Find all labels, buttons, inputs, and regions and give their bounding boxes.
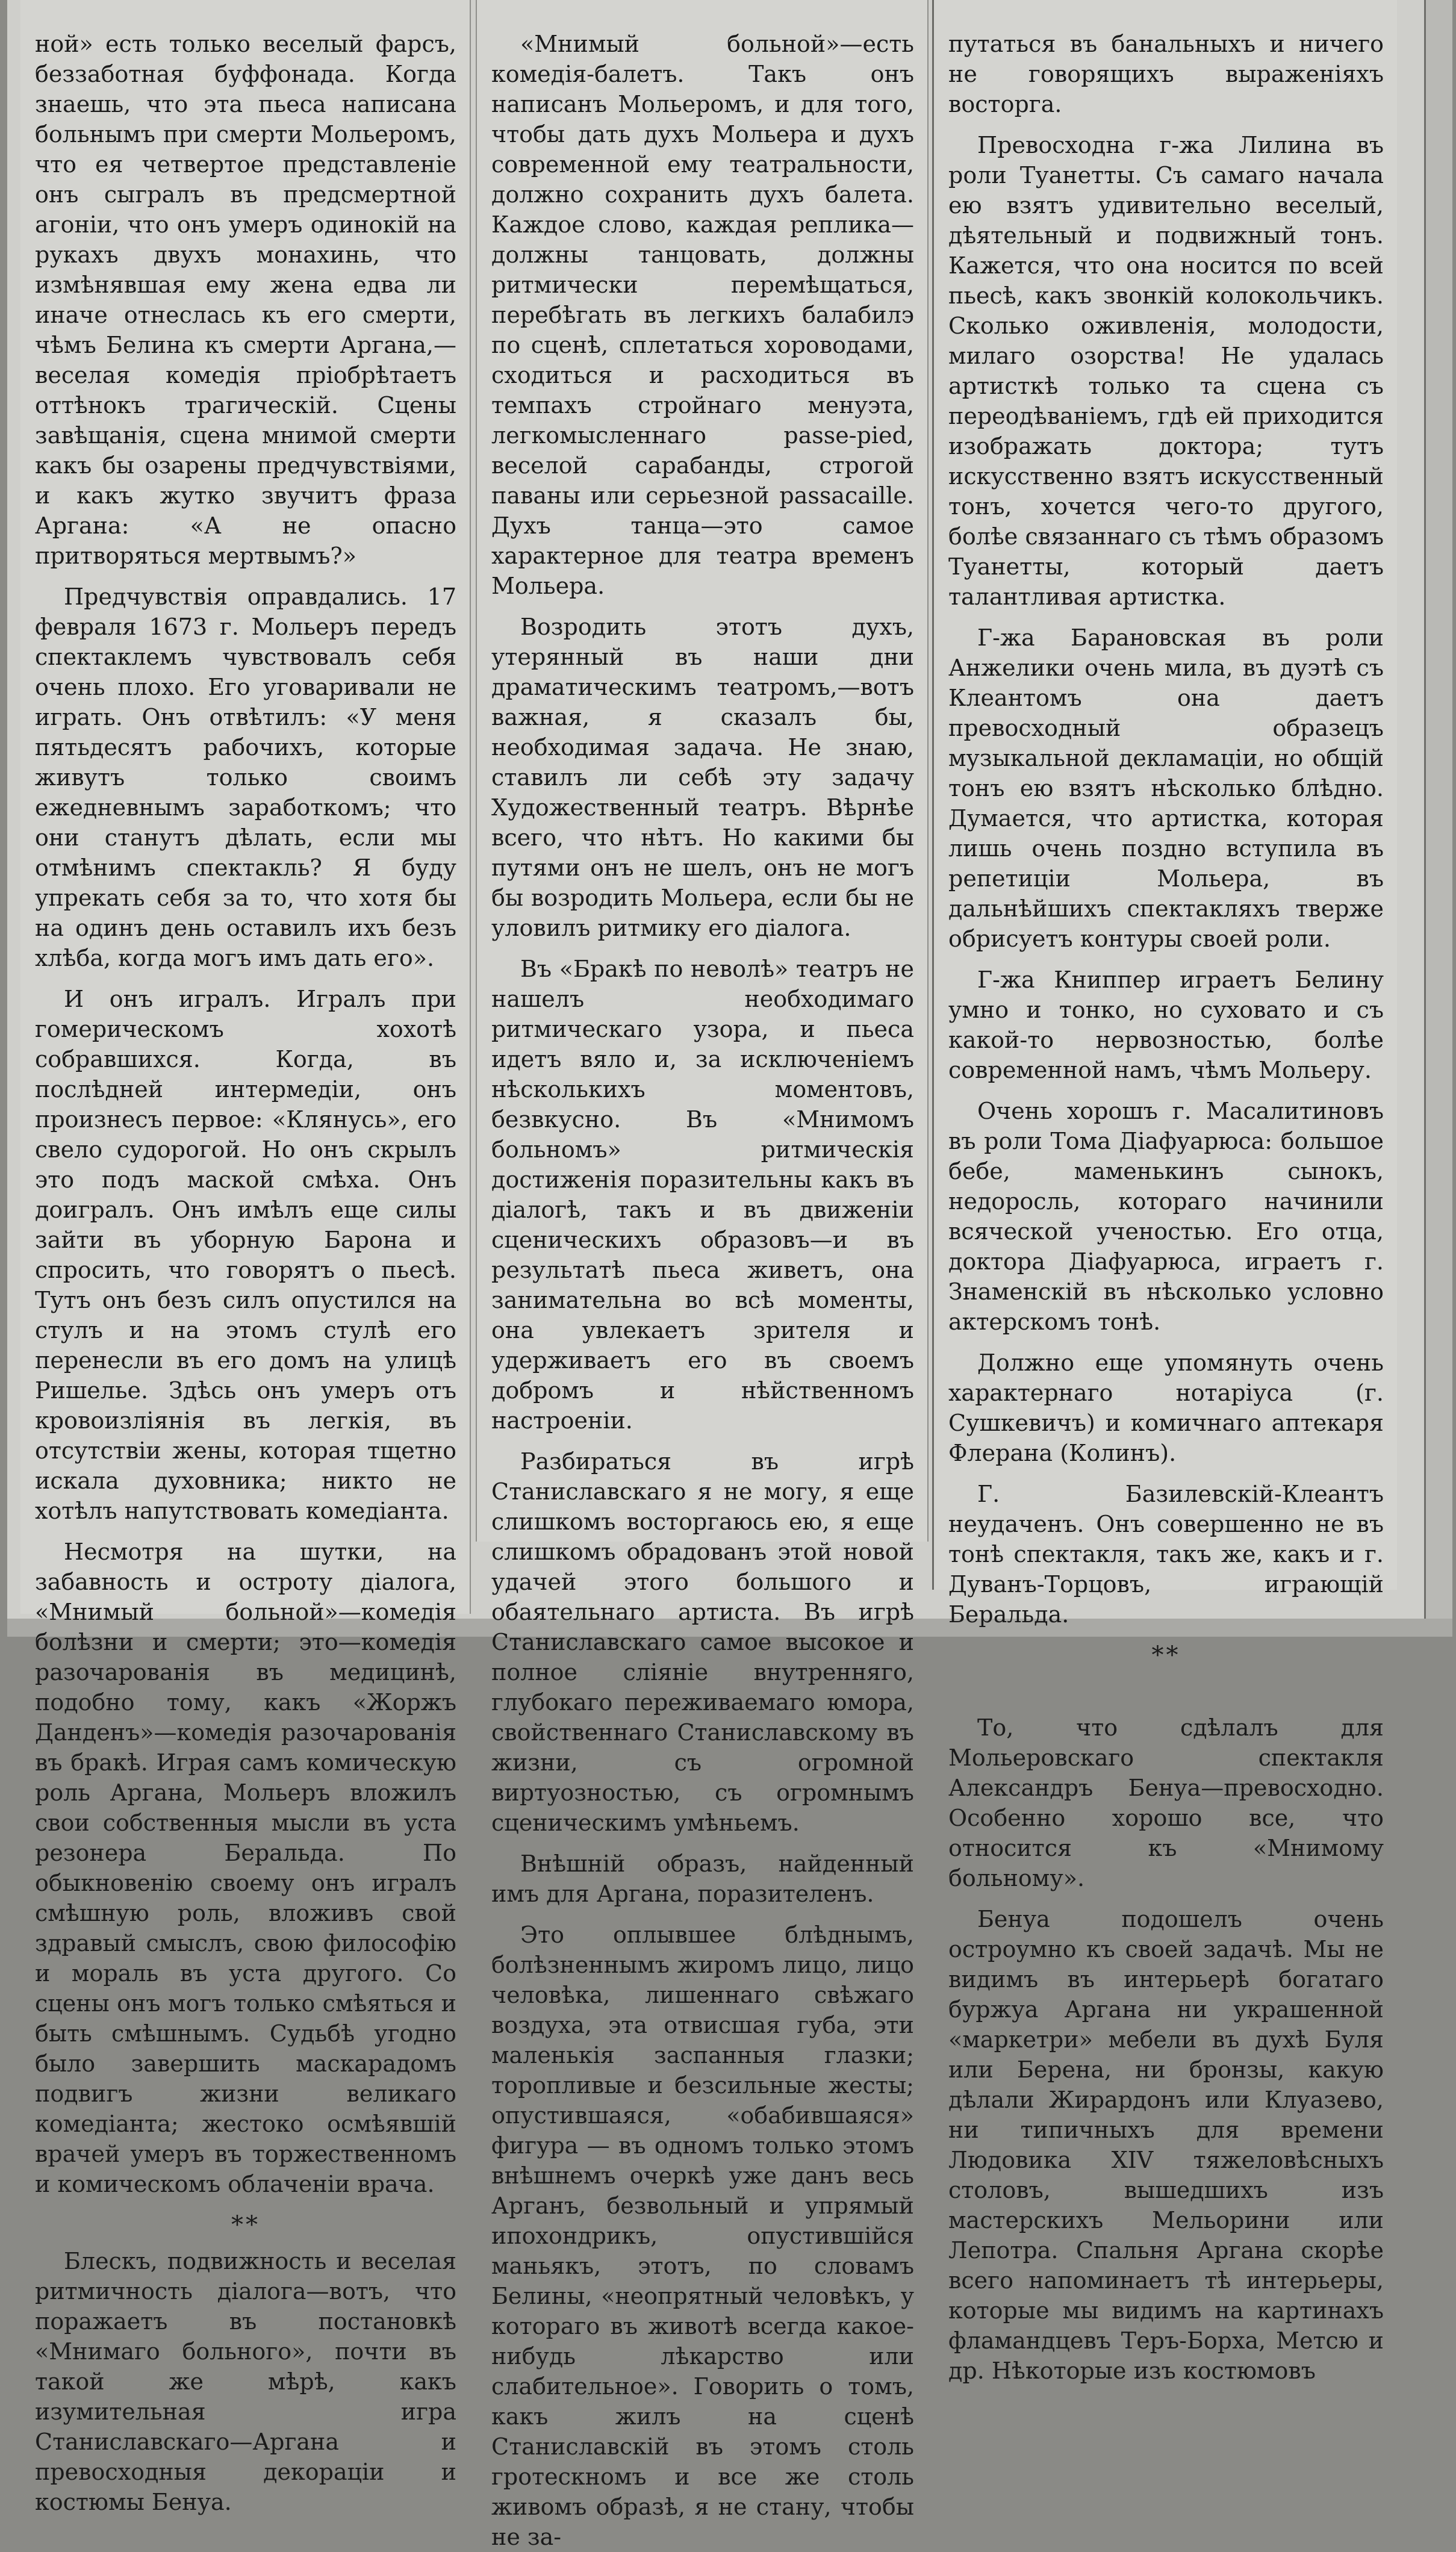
col1-paragraph-2: Предчувствія оправдались. 17 февраля 1673 г. Мольеръ передъ спектаклемъ чувствовалъ себя очень плохо. Его уговаривали не играть. Онъ отвѣтилъ: «У меня пятьдесятъ рабочихъ, которые живутъ только своимъ ежедневнымъ заработкомъ; что они станутъ дѣлать, если мы отмѣнимъ спектакль? Я буду упрекать себя за то, что хотя бы на одинъ день оставилъ ихъ безъ хлѣба, когда могъ имъ дать его».: [35, 584, 456, 971]
sheet-edge: [1424, 0, 1452, 1637]
col2-paragraph-3: Въ «Бракѣ по неволѣ» театръ не нашелъ необходимаго ритмическаго узора, и пьеса идетъ вяло и, за исключеніемъ нѣсколькихъ моментовъ, безвкусно. Въ «Мнимомъ больномъ» ритмическія достиженія поразительны какъ въ діалогѣ, такъ и въ движеніи сценическихъ образовъ—и въ результатѣ пьеса живетъ, она занимательна во всѣ моменты, она увлекаетъ зрителя и удерживаетъ его въ своемъ добромъ и нѣйственномъ настроеніи.: [491, 956, 914, 1434]
col3-section-divider: **: [1151, 1642, 1181, 1669]
col2-paragraph-2: Возродить этотъ духъ, утерянный въ наши дни драматическимъ театромъ,—вотъ важная, я сказалъ бы, необходимая задача. Не знаю, ставилъ ли себѣ эту задачу Художественный театръ. Вѣрнѣе всего, что нѣтъ. Но какими бы путями онъ не шелъ, онъ не могъ бы возродить Мольера, если бы не уловилъ ритмику его діалога.: [491, 614, 914, 941]
col3-paragraph-8: То, что сдѣлалъ для Мольеровскаго спектакля Александръ Бенуа—превосходно. Особенно хорошо все, что относится къ «Мнимому больному».: [948, 1714, 1384, 1891]
col3-paragraph-3: Г-жа Барановская въ роли Анжелики очень мила, въ дуэтѣ съ Клеантомъ она даетъ превосходный образецъ музыкальной декламаціи, но общій тонъ ею взятъ нѣсколько блѣдно. Думается, что артистка, которая лишь очень поздно вступила въ репетиціи Мольера, въ дальнѣйшихъ спектакляхъ тверже обрисуетъ контуры своей роли.: [948, 624, 1384, 952]
col3-paragraph-5: Очень хорошъ г. Масалитиновъ въ роли Тома Діафуарюса: большое бебе, маменькинъ сынокъ, недоросль, котораго начинили всяческой ученостью. Его отца, доктора Діафуарюса, играетъ г. Знаменскій въ нѣсколько условно актерскомъ тонѣ.: [948, 1098, 1384, 1335]
col2-paragraph-5: Внѣшній образъ, найденный имъ для Аргана, поразителенъ.: [491, 1850, 914, 1907]
col1-paragraph-1: ной» есть только веселый фарсъ, беззаботная буффонада. Когда знаешь, что эта пьеса написана больнымъ при смерти Мольеромъ, что ея четвертое представленіе онъ сыгралъ въ предсмертной агоніи, что онъ умеръ одинокій на рукахъ двухъ монахинь, что измѣнявшая ему жена едва ли иначе отнеслась къ его смерти, чѣмъ Белина къ смерти Аргана,—веселая комедія пріобрѣтаетъ оттѣнокъ трагическій. Сцены завѣщанія, сцена мнимой смерти какъ бы озарены предчувствіями, и какъ жутко звучитъ фраза Аргана: «А не опасно притворяться мертвымъ?»: [35, 31, 456, 569]
col2-paragraph-4: Разбираться въ игрѣ Станиславскаго я не могу, я еще слишкомъ восторгаюсь ею, я еще слишкомъ обрадованъ этой новой удачей этого большого и обаятельнаго артиста. Въ игрѣ Станиславскаго самое высокое и полное сліяніе внутренняго, глубокаго переживаемаго юмора, свойственнаго Станиславскому въ жизни, съ огромной виртуозностью, съ огромнымъ сценическимъ умѣньемъ.: [491, 1448, 914, 1836]
col1-paragraph-4: Несмотря на шутки, на забавность и остроту діалога, «Мнимый больной»—комедія болѣзни и смерти; это—комедія разочарованія въ медицинѣ, подобно тому, какъ «Жоржъ Данденъ»—комедія разочарованія въ бракѣ. Играя самъ комическую роль Аргана, Мольеръ вложилъ свои собственныя мысли въ уста резонера Беральда. По обыкновенію своему онъ игралъ смѣшную роль, вложивъ свой здравый смыслъ, свою философію и мораль въ уста другого. Со сцены онъ могъ только смѣяться и быть смѣшнымъ. Судьбѣ угодно было завершить маскарадомъ подвигъ жизни великаго комедіанта; жестоко осмѣявшій врачей умеръ въ торжественномъ и комическомъ облаченіи врача.: [35, 1539, 456, 2197]
column-3: [932, 0, 1397, 2384]
col1-section-divider: **: [231, 2211, 260, 2239]
col2-paragraph-1: «Мнимый больной»—есть комедія-балетъ. Такъ онъ написанъ Мольеромъ, и для того, чтобы дать духъ Мольера и духъ современной ему театральности, должно сохранить духъ балета. Каждое слово, каждая реплика—должны танцовать, должны ритмически перемѣщаться, перебѣгать въ легкихъ балабилэ по сценѣ, сплетаться хороводами, сходиться и расходиться въ темпахъ стройнаго менуэта, легкомысленнаго passe-pied, веселой сарабанды, строгой паваны или серьезной passacaille. Духъ танца—это самое характерное для театра временъ Мольера.: [491, 31, 914, 599]
col3-paragraph-2: Превосходна г-жа Лилина въ роли Туанетты. Съ самаго начала ею взятъ удивительно веселый, дѣятельный и подвижный тонъ. Кажется, что она носится по всей пьесѣ, какъ звонкій колокольчикъ. Сколько оживленія, молодости, милаго озорства! Не удалась артисткѣ только та сцена съ переодѣваніемъ, гдѣ ей приходится изображать доктора; тутъ искусственно взятъ искусственный тонъ, хочется чего-то другого, болѣе связаннаго съ тѣмъ образомъ Туанетты, который даетъ талантливая артистка.: [948, 132, 1384, 610]
col3-paragraph-6: Должно еще упомянуть очень характернаго нотаріуса (г. Сушкевичъ) и комичнаго аптекаря Флерана (Колинъ).: [948, 1349, 1384, 1466]
col3-spacer: [948, 1676, 1384, 1713]
newspaper-sheet: [7, 0, 1452, 2550]
col3-paragraph-1: путаться въ банальныхъ и ничего не говорящихъ выраженіяхъ восторга.: [948, 31, 1384, 117]
col2-paragraph-6: Это оплывшее блѣднымъ, болѣзненнымъ жиромъ лицо, лицо человѣка, лишеннаго свѣжаго воздуха, эта отвисшая губа, эти маленькія заспанныя глазки; торопливые и безсильные жесты; опустившаяся, «обабившаяся» фигура — въ одномъ только этомъ внѣшнемъ очеркѣ уже данъ весь Арганъ, безвольный и упрямый ипохондрикъ, опустившійся маньякъ, этотъ, по словамъ Белины, «неопрятный человѣкъ, у котораго въ животѣ всегда какое-нибудь лѣкарство или слабительное». Говорить о томъ, какъ жилъ на сценѣ Станиславскій въ этомъ столь гротескномъ и все же столь живомъ образѣ, я не стану, чтобы не за-: [491, 1922, 914, 2550]
column-1: [20, 0, 471, 2515]
col3-paragraph-9: Бенуа подошелъ очень остроумно къ своей задачѣ. Мы не видимъ въ интерьерѣ богатаго буржуа Аргана ни украшенной «маркетри» мебели въ духѣ Буля или Берена, ни бронзы, какую дѣлали Жирардонъ или Клуазево, ни типичныхъ для времени Людовика XIV тяжеловѣсныхъ столовъ, вышедшихъ изъ мастерскихъ Мельорини или Лепотра. Спальня Аргана скорѣе всего напоминаетъ тѣ интерьеры, которые мы видимъ на картинахъ фламандцевъ Теръ-Борха, Метсю и др. Нѣкоторые изъ костюмовъ: [948, 1906, 1384, 2384]
column-2: [476, 0, 929, 2550]
col1-paragraph-3: И онъ игралъ. Игралъ при гомерическомъ хохотѣ собравшихся. Когда, въ послѣдней интермедіи, онъ произнесъ первое: «Клянусь», его свело судорогой. Но онъ скрылъ это подъ маской смѣха. Онъ доигралъ. Онъ имѣлъ еще силы зайти въ уборную Барона и спросить, что говорятъ о пьесѣ. Тутъ онъ безъ силъ опустился на стулъ и на этомъ стулѣ его перенесли въ его домъ на улицѣ Ришелье. Здѣсь онъ умеръ отъ кровоизліянія въ легкія, въ отсутствіи жены, которая тщетно искала духовника; никто не хотѣлъ напутствовать комедіанта.: [35, 986, 456, 1524]
col3-paragraph-4: Г-жа Книппер играетъ Белину умно и тонко, но суховато и съ какой-то нервозностью, болѣе современной намъ, чѣмъ Мольеру.: [948, 966, 1384, 1083]
col1-paragraph-5: Блескъ, подвижность и веселая ритмичность діалога—вотъ, что поражаетъ въ постановкѣ «Мнимаго больного», почти въ такой же мѣрѣ, какъ изумительная игра Станиславскаго—Аргана и превосходныя декораціи и костюмы Бенуа.: [35, 2248, 456, 2515]
col3-paragraph-7: Г. Базилевскій-Клеантъ неудаченъ. Онъ совершенно не въ тонѣ спектакля, такъ же, какъ и г. Дуванъ-Торцовъ, играющій Беральда.: [948, 1481, 1384, 1628]
